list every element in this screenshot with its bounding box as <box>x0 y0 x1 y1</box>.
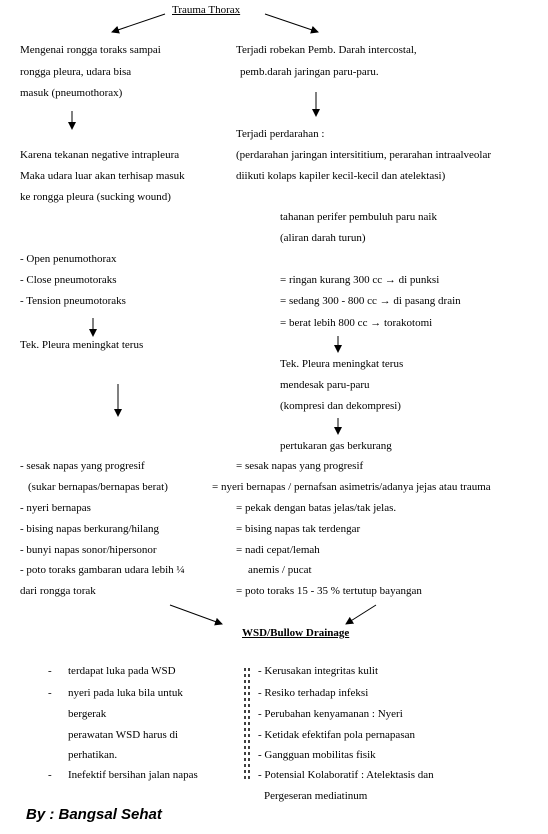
symptom-left-5: - bunyi napas sonor/hipersonor <box>20 544 157 556</box>
right-text-1: Terjadi robekan Pemb. Darah intercostal, <box>236 44 417 56</box>
arrow-title-left <box>112 14 165 32</box>
problem-left-3: bergerak <box>68 708 107 720</box>
left-text-1: Mengenai rongga toraks sampai <box>20 44 161 56</box>
symptom-right-2: = nyeri bernapas / pernafsan asimetris/adanya jejas atau trauma <box>212 481 491 493</box>
right-tek-3: (kompresi dan dekompresi) <box>280 400 401 412</box>
problem-right-7: Pergeseran mediatinum <box>264 790 368 802</box>
right-text-6: tahanan perifer pembuluh paru naik <box>280 211 437 223</box>
problem-left-4: perawatan WSD harus di <box>68 729 179 741</box>
arrow-to-wsd-right <box>346 605 376 624</box>
pneumothorax-type-2: - Close pneumotoraks <box>20 274 117 286</box>
right-tek-1: Tek. Pleura meningkat terus <box>280 358 404 370</box>
right-text-3: Terjadi perdarahan : <box>236 128 325 140</box>
right-text-5: diikuti kolaps kapiler kecil-kecil dan atelektasi) <box>236 170 446 182</box>
title: Trauma Thorax <box>172 4 241 16</box>
left-text-4: Karena tekanan negative intrapleura <box>20 149 180 161</box>
left-tek-pleura: Tek. Pleura meningkat terus <box>20 339 144 351</box>
right-text-7: (aliran darah turun) <box>280 232 366 244</box>
symptom-right-4: = bising napas tak terdengar <box>236 523 361 535</box>
footer-credit: By : Bangsal Sehat <box>26 806 162 823</box>
symptom-right-3: = pekak dengan batas jelas/tak jelas. <box>236 502 397 514</box>
left-text-6: ke rongga pleura (sucking wound) <box>20 191 171 203</box>
pneumothorax-type-1: - Open penumothorax <box>20 253 117 265</box>
wsd-heading: WSD/Bullow Drainage <box>242 627 350 639</box>
symptom-right-1: = sesak napas yang progresif <box>236 460 364 472</box>
left-text-5: Maka udara luar akan terhisap masuk <box>20 170 185 182</box>
symptom-right-6: anemis / pucat <box>248 564 312 576</box>
symptom-left-7: dari rongga torak <box>20 585 96 597</box>
problem-left-5: perhatikan. <box>68 749 118 761</box>
bullet-dash: - <box>48 769 52 781</box>
bleeding-level-3: = berat lebih 800 cc → torakotomi <box>280 317 433 329</box>
symptom-right-7: = poto toraks 15 - 35 % tertutup bayangan <box>236 585 422 597</box>
bleeding-level-1: = ringan kurang 300 cc → di punksi <box>280 274 440 286</box>
bullet-dash: - <box>48 687 52 699</box>
left-text-3: masuk (pneumothorax) <box>20 87 123 99</box>
bullet-dash: - <box>48 665 52 677</box>
problem-right-1: - Kerusakan integritas kulit <box>258 665 379 677</box>
problem-right-3: - Perubahan kenyamanan : Nyeri <box>258 708 403 720</box>
problem-right-4: - Ketidak efektifan pola pernapasan <box>258 729 415 741</box>
right-text-4: (perdarahan jaringan intersititium, perarahan intraalveolar <box>236 149 492 161</box>
symptom-left-2: (sukar bernapas/bernapas berat) <box>28 481 168 493</box>
problem-left-6: Inefektif bersihan jalan napas <box>68 769 198 781</box>
symptom-left-4: - bising napas berkurang/hilang <box>20 523 159 535</box>
symptom-left-6: - poto toraks gambaran udara lebih ¼ <box>20 564 185 576</box>
problem-left-2: nyeri pada luka bila untuk <box>68 687 183 699</box>
arrow-title-right <box>265 14 318 32</box>
problem-right-2: - Resiko terhadap infeksi <box>258 687 369 699</box>
problem-right-5: - Gangguan mobilitas fisik <box>258 749 376 761</box>
symptom-right-5: = nadi cepat/lemah <box>236 544 320 556</box>
right-gas: pertukaran gas berkurang <box>280 440 392 452</box>
symptom-left-1: - sesak napas yang progresif <box>20 460 145 472</box>
problem-left-1: terdapat luka pada WSD <box>68 665 176 677</box>
problem-right-6: - Potensial Kolaboratif : Atelektasis dan <box>258 769 434 781</box>
bleeding-level-2: = sedang 300 - 800 cc → di pasang drain <box>280 295 461 307</box>
symptom-left-3: - nyeri bernapas <box>20 502 91 514</box>
arrow-to-wsd-left <box>170 605 222 624</box>
right-text-2: pemb.darah jaringan paru-paru. <box>240 66 379 78</box>
pneumothorax-type-3: - Tension pneumotoraks <box>20 295 126 307</box>
left-text-2: rongga pleura, udara bisa <box>20 66 132 78</box>
right-tek-2: mendesak paru-paru <box>280 379 370 391</box>
